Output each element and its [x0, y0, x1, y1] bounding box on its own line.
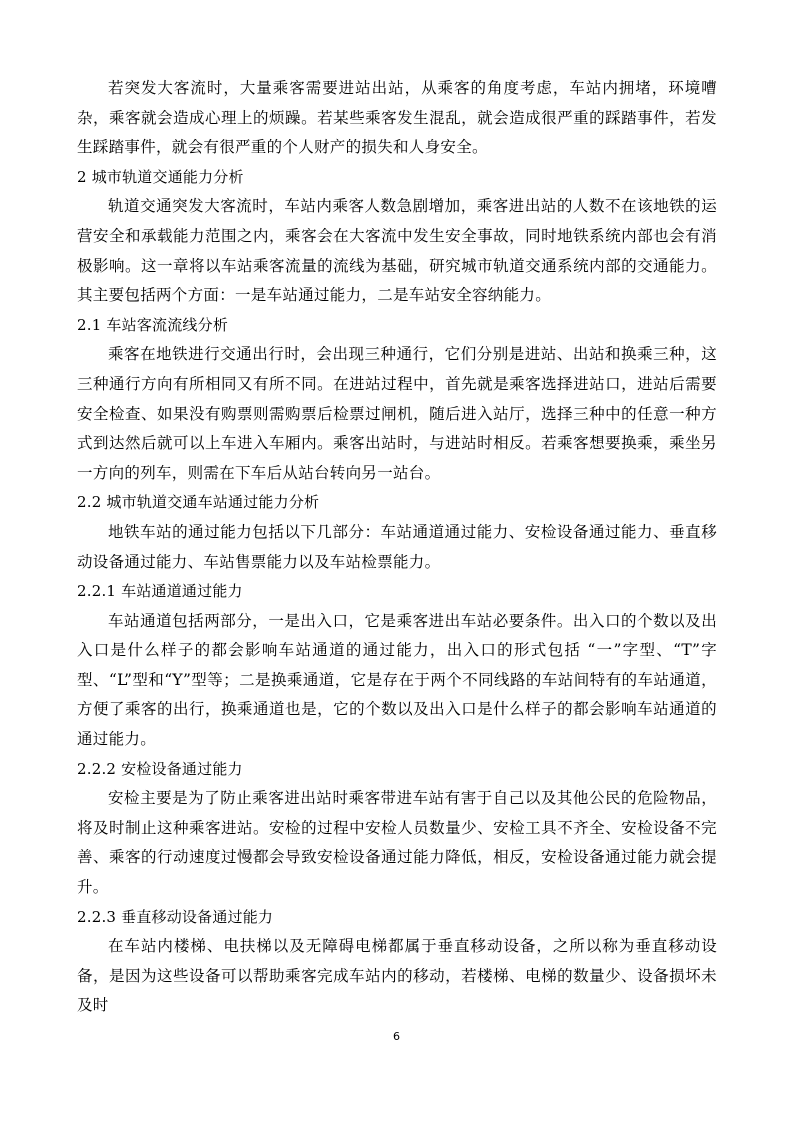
paragraph-passage-capacity: 车站通道包括两部分，一是出入口，它是乘客进出车站必要条件。出入口的个数以及出入口是什么样子的都会影响车站通道的通过能力，出入口的形式包括 “一”字型、“T”字型、“L”型和“Y”型等；二是换乘通道，它是存在于两个不同线路的车站间特有的车站通道，方便了乘客的出行，换乘通道也是，它的个数以及出入口是什么样子的都会影响车站通道的通过能力。	[77, 611, 717, 749]
paragraph-crowd-psychology: 若突发大客流时，大量乘客需要进站出站，从乘客的角度考虑，车站内拥堵，环境嘈杂，乘客就会造成心理上的烦躁。若某些乘客发生混乱，就会造成很严重的踩踏事件，若发生踩踏事件，就会有很严重的个人财产的损失和人身安全。	[77, 79, 717, 157]
heading-section-2-1: 2.1 车站客流流线分析	[77, 315, 229, 334]
page-number: 6	[393, 1030, 400, 1043]
heading-section-2-2-3: 2.2.3 垂直移动设备通过能力	[77, 907, 274, 926]
heading-section-2: 2 城市轨道交通能力分析	[77, 167, 244, 186]
heading-section-2-2-1: 2.2.1 车站通道通过能力	[77, 582, 243, 601]
paragraph-vertical-transport: 在车站内楼梯、电扶梯以及无障碍电梯都属于垂直移动设备，之所以称为垂直移动设备，是因为这些设备可以帮助乘客完成车站内的移动，若楼梯、电梯的数量少、设备损坏未及时	[77, 937, 717, 1015]
heading-section-2-2-2: 2.2.2 安检设备通过能力	[77, 759, 243, 778]
paragraph-security-check: 安检主要是为了防止乘客进出站时乘客带进车站有害于自己以及其他公民的危险物品，将及时制止这种乘客进站。安检的过程中安检人员数量少、安检工具不齐全、安检设备不完善、乘客的行动速度过慢都会导致安检设备通过能力降低，相反，安检设备通过能力就会提升。	[77, 789, 717, 897]
paragraph-station-capacity: 地铁车站的通过能力包括以下几部分：车站通道通过能力、安检设备通过能力、垂直移动设备通过能力、车站售票能力以及车站检票能力。	[77, 522, 717, 571]
heading-section-2-2: 2.2 城市轨道交通车站通过能力分析	[77, 493, 320, 512]
paragraph-capacity-intro: 轨道交通突发大客流时，车站内乘客人数急剧增加，乘客进出站的人数不在该地铁的运营安全和承载能力范围之内，乘客会在大客流中发生安全事故，同时地铁系统内部也会有消极影响。这一章将以车站乘客流量的流线为基础，研究城市轨道交通系统内部的交通能力。其主要包括两个方面：一是车站通过能力，二是车站安全容纳能力。	[77, 197, 717, 305]
document-body	[77, 74, 717, 1021]
paragraph-passenger-flow: 乘客在地铁进行交通出行时，会出现三种通行，它们分别是进站、出站和换乘三种，这三种通行方向有所相同又有所不同。在进站过程中，首先就是乘客选择进站口，进站后需要安全检查、如果没有购票则需购票后检票过闸机，随后进入站厅，选择三种中的任意一种方式到达然后就可以上车进入车厢内。乘客出站时，与进站时相反。若乘客想要换乘，乘坐另一方向的列车，则需在下车后从站台转向另一站台。	[77, 345, 717, 482]
